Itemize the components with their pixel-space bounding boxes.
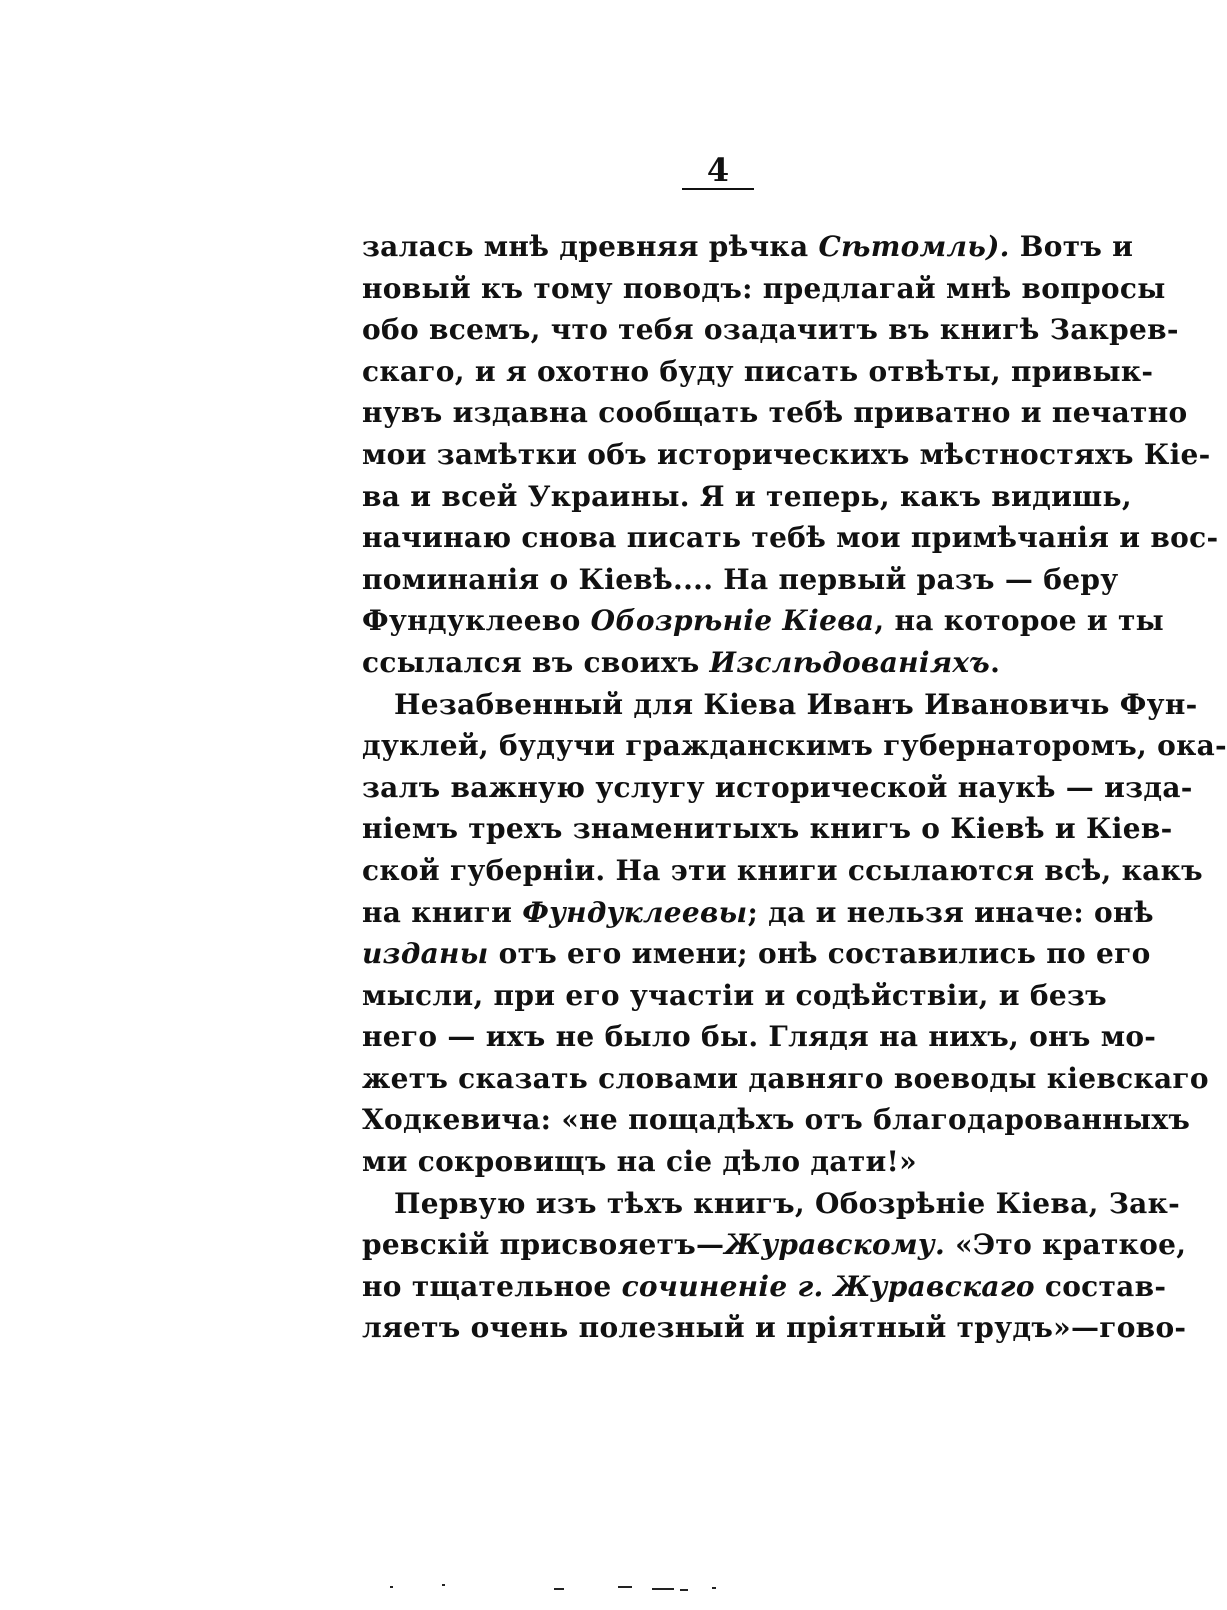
text-line (362, 725, 1227, 767)
italic-text: Журавскому. (724, 1228, 946, 1262)
text-run: Незабвенный для Кіева Иванъ Ивановичь Фун- (394, 687, 1198, 721)
text-run: , на которое и ты (874, 604, 1164, 638)
italic-text: Фундуклеевы (522, 895, 748, 929)
text-run: Фундуклеево (362, 604, 591, 638)
text-run: жетъ сказать словами давняго воеводы кіевскаго (362, 1061, 1209, 1095)
text-line (362, 1016, 1157, 1058)
text-run: ніемъ трехъ знаменитыхъ книгъ о Кіевѣ и Кіев- (362, 812, 1173, 846)
italic-text: Изслѣдованіяхъ (709, 645, 991, 679)
text-run: но тщательное (362, 1269, 622, 1303)
text-run: мои замѣтки объ историческихъ мѣстностяхъ Кіе- (362, 437, 1211, 471)
text-line (362, 1224, 1187, 1266)
text-run: нувъ издавна сообщать тебѣ приватно и печатно (362, 396, 1188, 430)
text-run: начинаю снова писать тебѣ мои примѣчанія и вос- (362, 521, 1219, 555)
page-number: 4 (706, 151, 730, 189)
text-run: ; да и нельзя иначе: онѣ (747, 895, 1154, 929)
text-run: ской губерніи. На эти книги ссылаются всѣ, какъ (362, 853, 1203, 887)
text-line (362, 1183, 1181, 1225)
text-run: него — ихъ не было бы. Глядя на нихъ, онъ мо- (362, 1020, 1157, 1054)
text-run: залась мнѣ древняя рѣчка (362, 230, 819, 263)
italic-text: Сѣтомль). (818, 230, 1010, 263)
text-line (362, 850, 1203, 892)
text-line (362, 1058, 1209, 1100)
text-line (362, 226, 1134, 268)
text-line (362, 975, 1107, 1017)
text-run: состав- (1034, 1269, 1167, 1303)
text-run: Первую изъ тѣхъ книгъ, Обозрѣніе Кіева, Зак- (394, 1186, 1181, 1220)
text-run: «Это краткое, (945, 1228, 1187, 1262)
text-run: отъ его имени; онѣ составились по его (488, 937, 1151, 971)
text-line (362, 767, 1193, 809)
text-run: ляетъ очень полезный и пріятный трудъ»—гово- (362, 1311, 1187, 1345)
text-run: поминанія о Кіевѣ.... На первый разъ — беру (362, 562, 1119, 596)
text-run: скаго, и я охотно буду писать отвѣты, привык- (362, 354, 1154, 388)
italic-text: сочиненіе г. Журавскаго (621, 1269, 1035, 1303)
text-line (362, 1266, 1167, 1308)
text-line (362, 351, 1154, 393)
text-line (362, 600, 1164, 642)
text-run: Ходкевича: «не пощадѣхъ отъ благодарованныхъ (362, 1103, 1191, 1137)
text-line (362, 1141, 1076, 1183)
text-run: ми сокровищъ на сіе дѣло дати!» (362, 1145, 917, 1179)
text-line (362, 392, 1188, 434)
text-line (362, 1307, 1187, 1349)
scan-specks (390, 1584, 750, 1598)
text-run: Вотъ и (1009, 230, 1134, 263)
text-line (362, 684, 1198, 726)
text-line (362, 434, 1211, 476)
text-run: новый къ тому поводъ: предлагай мнѣ вопросы (362, 271, 1166, 305)
text-line (362, 476, 1132, 518)
text-line (362, 268, 1166, 310)
text-run: мысли, при его участіи и содѣйствіи, и безъ (362, 978, 1107, 1012)
text-line (362, 933, 1151, 975)
text-run: на книги (362, 895, 523, 929)
text-run: ва и всей Украины. Я и теперь, какъ видишь, (362, 479, 1132, 513)
text-run: залъ важную услугу исторической наукѣ — изда- (362, 770, 1193, 804)
text-line (362, 309, 1179, 351)
italic-text: Обозрѣніе Кіева (590, 604, 875, 638)
text-run: дуклей, будучи гражданскимъ губернаторомъ, ока- (362, 729, 1227, 763)
text-run: ревскій присвояетъ— (362, 1228, 725, 1262)
text-line (362, 517, 1219, 559)
text-line (362, 808, 1173, 850)
text-run: ссылался въ своихъ (362, 645, 710, 679)
text-line (362, 892, 1154, 934)
text-run: . (990, 645, 1001, 679)
body-text (362, 226, 1227, 1349)
italic-text: изданы (362, 937, 489, 971)
text-line (362, 1099, 1191, 1141)
page-number-rule (682, 188, 754, 190)
text-line (362, 642, 1076, 684)
text-line (362, 559, 1119, 601)
text-run: обо всемъ, что тебя озадачитъ въ книгѣ Закрев- (362, 313, 1179, 347)
